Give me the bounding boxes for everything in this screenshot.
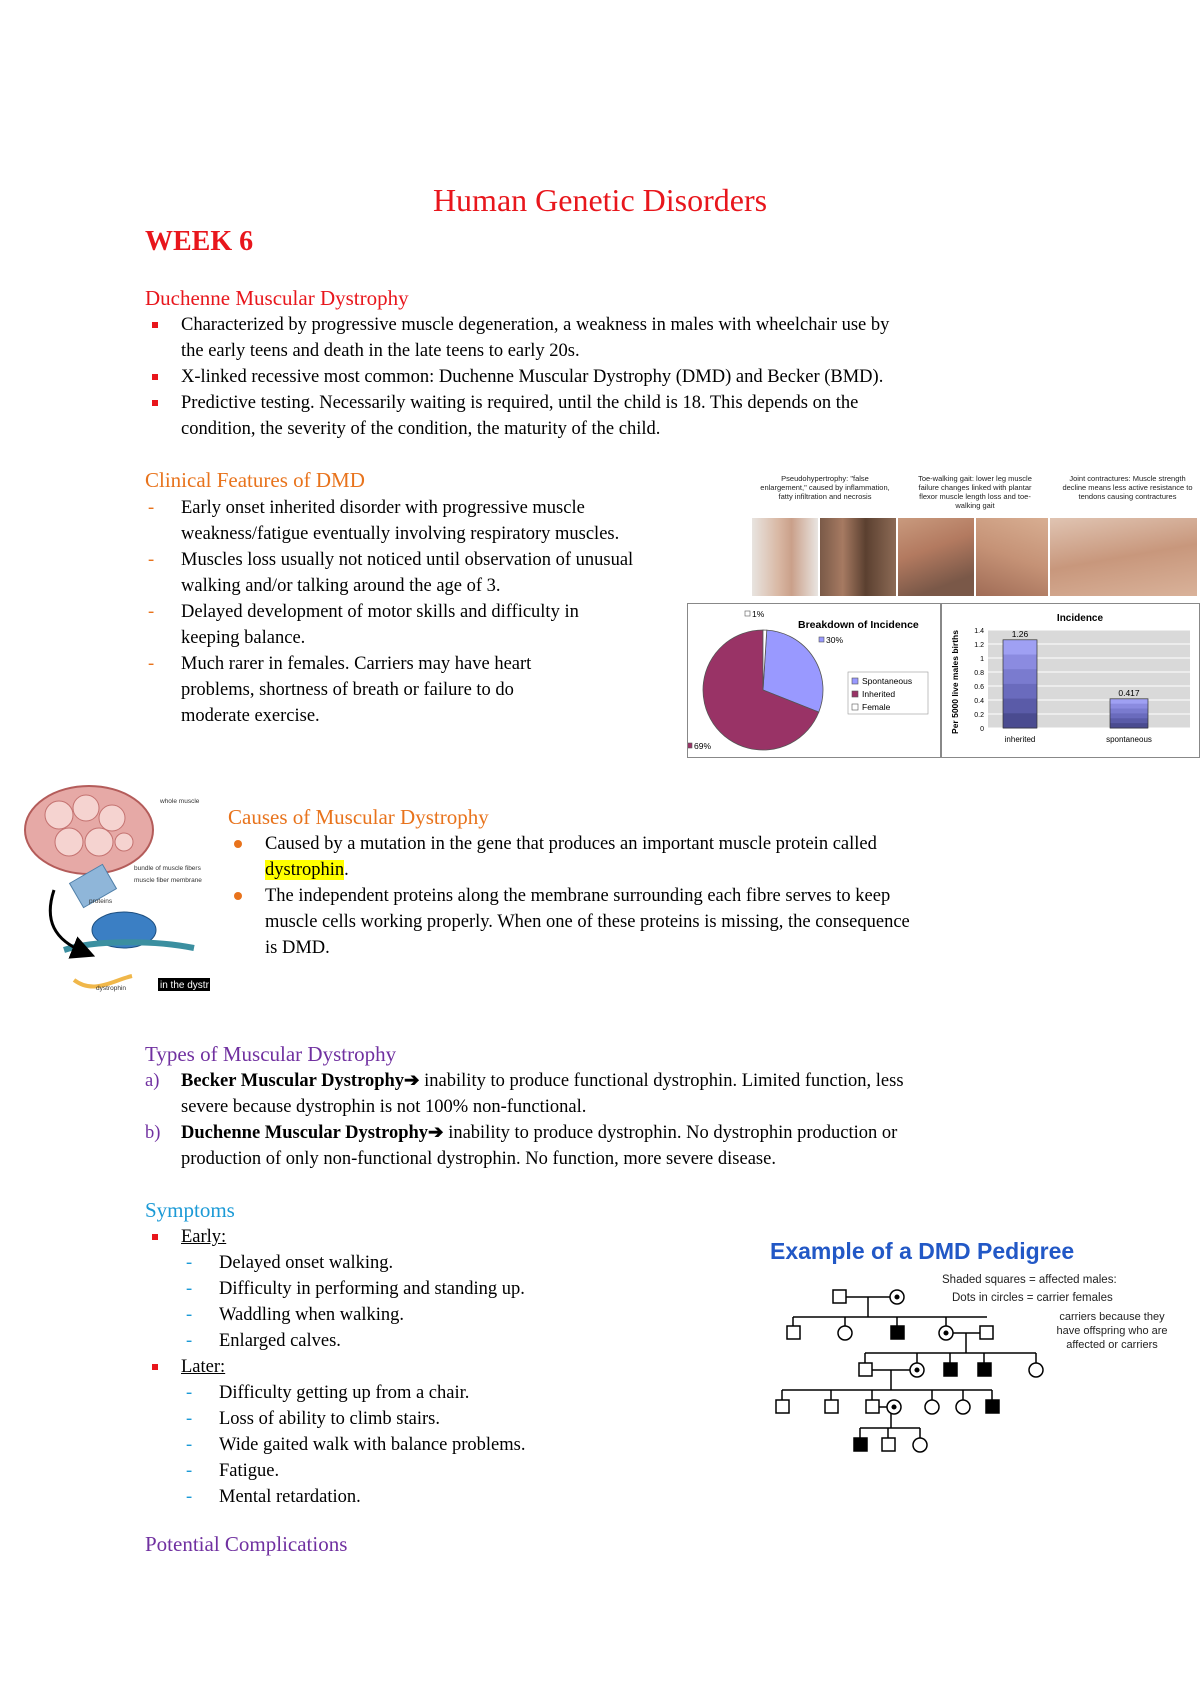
types-item-a-cont: severe because dystrophin is not 100% non-functional. xyxy=(181,1097,587,1117)
bar-data-label: 1.26 xyxy=(1011,628,1029,639)
bar-segment xyxy=(1110,713,1148,718)
bar-segment xyxy=(1110,709,1148,714)
bar-segment xyxy=(1110,699,1148,704)
bar-segment xyxy=(1003,713,1037,728)
pie-data-label: 69% xyxy=(694,741,712,751)
photo-caption-3: Joint contractures: Muscle strength decline means less active resistance to tendons causing contractures xyxy=(1062,474,1193,501)
bar-ylabel: Per 5000 live males births xyxy=(950,630,960,734)
dmd-bullet-3-cont: condition, the severity of the condition, the maturity of the child. xyxy=(181,419,661,439)
causes-bullet-2: The independent proteins along the membrane surrounding each fibre serves to keep xyxy=(265,884,1065,910)
pedigree-legend-1: Shaded squares = affected males: xyxy=(942,1274,1117,1286)
muscle-figure xyxy=(14,780,214,1002)
symptoms-early-label: Early: xyxy=(181,1225,1041,1251)
complications-heading: Potential Complications xyxy=(145,1532,348,1556)
causes-bullet-1-cont: dystrophin. xyxy=(265,860,349,880)
dystrophin-highlight: dystrophin xyxy=(265,860,345,880)
bar-segment xyxy=(1003,669,1037,684)
bar-ytick: 1.4 xyxy=(974,628,984,635)
label-whole-muscle: whole muscle xyxy=(160,798,200,805)
types-item-b: b) Duchenne Muscular Dystrophy➔ inability to produce dystrophin. No dystrophin production or xyxy=(145,1123,898,1143)
bar-segment xyxy=(1003,684,1037,699)
bar-chart-svg xyxy=(942,604,1199,757)
legs-photo-2 xyxy=(820,518,896,596)
pie-label-swatch xyxy=(819,637,824,642)
pie-legend-label: Spontaneous xyxy=(862,676,913,686)
clinical-item-2-cont: walking and/or talking around the age of 3. xyxy=(181,576,501,596)
clinical-item-1-cont: weakness/fatigue eventually involving respiratory muscles. xyxy=(181,524,620,544)
early-1: - Delayed onset walking. xyxy=(186,1253,394,1273)
bar-segment xyxy=(1003,655,1037,670)
week-heading: WEEK 6 xyxy=(145,226,254,257)
types-item-b-cont: production of only non-functional dystrophin. No function, more severe disease. xyxy=(181,1149,776,1169)
causes-bullet-2-cont2: is DMD. xyxy=(265,938,330,958)
later-4: - Fatigue. xyxy=(186,1461,280,1481)
bar-ytick: 0.4 xyxy=(974,698,984,705)
causes-bullet-1: Caused by a mutation in the gene that produces an important muscle protein called xyxy=(265,832,1065,858)
bar-ytick: 0.8 xyxy=(974,670,984,677)
bar-segment xyxy=(1003,699,1037,714)
pedigree-svg xyxy=(760,1232,1180,1512)
clinical-item-4-cont: problems, shortness of breath or failure to do xyxy=(181,680,514,700)
label-membrane: muscle fiber membrane xyxy=(134,877,202,884)
bar-category-label: inherited xyxy=(1004,735,1036,744)
pie-chart-svg xyxy=(688,604,940,757)
pie-data-label: 30% xyxy=(826,635,844,645)
clinical-photos xyxy=(752,474,1197,596)
pie-legend-label: Female xyxy=(862,702,891,712)
dmd-bullet-1-cont: the early teens and death in the late teens to early 20s. xyxy=(181,341,580,361)
legs-photo-4 xyxy=(976,518,1048,596)
bar-chart xyxy=(941,603,1200,758)
later-2: - Loss of ability to climb stairs. xyxy=(186,1409,440,1429)
label-bundle: bundle of muscle fibers xyxy=(134,865,201,872)
pie-legend-swatch xyxy=(852,691,858,697)
pie-legend-swatch xyxy=(852,704,858,710)
dmd-bullet-1: Characterized by progressive muscle degeneration, a weakness in males with wheelchair use by xyxy=(181,313,1041,339)
bar-ytick: 0 xyxy=(980,726,984,733)
bar-segment xyxy=(1110,704,1148,709)
clinical-item-4: - Much rarer in females. Carriers may have heart xyxy=(148,654,532,674)
bar-ytick: 1 xyxy=(980,656,984,663)
label-proteins: proteins xyxy=(89,898,113,905)
bar-ytick: 0.6 xyxy=(974,684,984,691)
early-4: - Enlarged calves. xyxy=(186,1331,341,1351)
legs-photo-3 xyxy=(898,518,974,596)
clinical-heading: Clinical Features of DMD xyxy=(145,468,365,492)
bar-ytick: 1.2 xyxy=(974,642,984,649)
symptoms-later-label: Later: xyxy=(181,1355,1041,1381)
page-title: Human Genetic Disorders xyxy=(432,182,768,218)
causes-heading: Causes of Muscular Dystrophy xyxy=(228,805,489,829)
dmd-bullet-2: X-linked recessive most common: Duchenne Muscular Dystrophy (DMD) and Becker (BMD). xyxy=(181,365,1041,391)
muscle-figure-svg xyxy=(14,780,214,1002)
clinical-item-3: - Delayed development of motor skills and difficulty in xyxy=(148,602,579,622)
pie-chart xyxy=(687,603,941,758)
early-3: - Waddling when walking. xyxy=(186,1305,405,1325)
pedigree-figure xyxy=(760,1232,1180,1512)
pedigree-legend-3: carriers because they have offspring who are affected or carriers xyxy=(1056,1311,1168,1351)
bar-title: Incidence xyxy=(1056,613,1104,624)
legs-photo-1 xyxy=(752,518,818,596)
photo-caption-1: Pseudohypertrophy: "false enlargement," caused by inflammation, fatty infiltration and necrosis xyxy=(760,474,890,501)
pie-title: Breakdown of Incidence xyxy=(798,619,919,631)
pie-legend-swatch xyxy=(852,678,858,684)
bar-category-label: spontaneous xyxy=(1106,735,1152,744)
early-2: - Difficulty in performing and standing up. xyxy=(186,1279,525,1299)
later-1: - Difficulty getting up from a chair. xyxy=(186,1383,470,1403)
bar-ytick: 0.2 xyxy=(974,712,984,719)
bar-segment xyxy=(1003,640,1037,655)
clinical-item-1: - Early onset inherited disorder with progressive muscle xyxy=(148,498,585,518)
clinical-item-4-cont2: moderate exercise. xyxy=(181,706,320,726)
types-item-a: a) Becker Muscular Dystrophy➔ inability to produce functional dystrophin. Limited function, less xyxy=(145,1071,904,1091)
later-5: - Mental retardation. xyxy=(186,1487,361,1507)
later-3: - Wide gaited walk with balance problems. xyxy=(186,1435,526,1455)
photo-caption-2: Toe-walking gait: lower leg muscle failure changes linked with plantar flexor muscle length loss and toe-walking gait xyxy=(918,474,1032,510)
pie-data-label: 1% xyxy=(752,609,765,619)
symptoms-heading: Symptoms xyxy=(145,1198,235,1222)
bar-segment xyxy=(1110,718,1148,723)
pedigree-title: Example of a DMD Pedigree xyxy=(770,1238,1075,1264)
types-heading: Types of Muscular Dystrophy xyxy=(145,1042,397,1066)
dmd-bullet-3: Predictive testing. Necessarily waiting is required, until the child is 18. This depends on the xyxy=(181,391,1041,417)
pie-label-swatch xyxy=(745,611,750,616)
pedigree-legend-2: Dots in circles = carrier females xyxy=(952,1292,1113,1304)
dmd-heading: Duchenne Muscular Dystrophy xyxy=(145,286,409,310)
hands-photo xyxy=(1050,518,1197,596)
causes-bullet-2-cont: muscle cells working properly. When one of these proteins is missing, the consequence xyxy=(265,912,910,932)
pie-slices xyxy=(703,630,823,750)
clinical-item-3-cont: keeping balance. xyxy=(181,628,306,648)
pie-legend-label: Inherited xyxy=(862,689,896,699)
muscle-figure-caption: in the dystr xyxy=(160,980,209,991)
clinical-item-2: - Muscles loss usually not noticed until observation of unusual xyxy=(148,550,634,570)
pie-label-swatch xyxy=(688,743,692,748)
pie-legend xyxy=(848,672,928,714)
label-dystrophin: dystrophin xyxy=(96,985,126,992)
bar-data-label: 0.417 xyxy=(1118,687,1140,698)
